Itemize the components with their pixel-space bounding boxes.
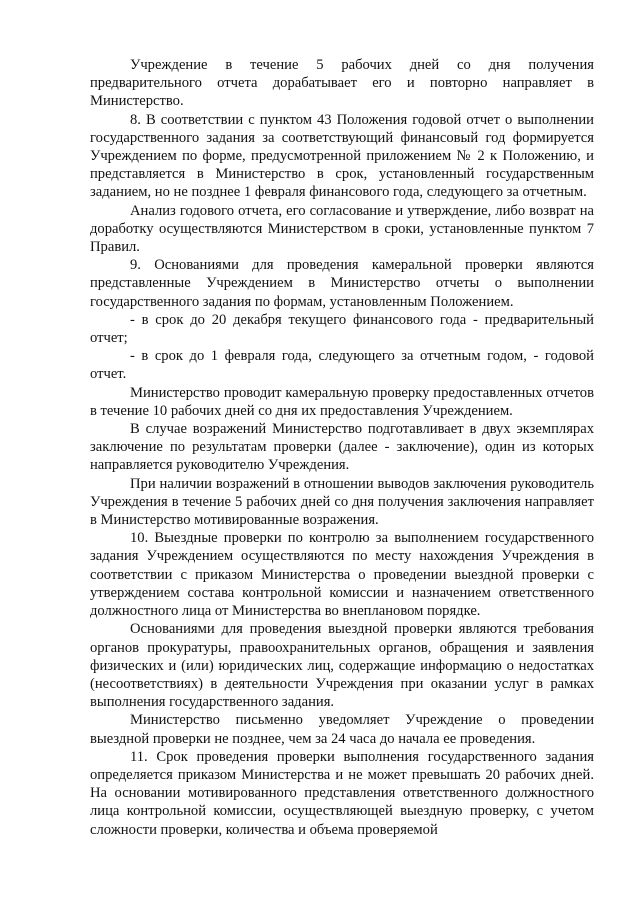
paragraph-preliminary-report-deadline: - в срок до 20 декабря текущего финансового года - предварительный отчет; <box>90 311 594 347</box>
paragraph-item-9-desk-audit-grounds: 9. Основаниями для проведения камеральной проверки являются представленные Учреждением в Министерство отчеты о выполнении государственного задания по формам, установленным Положением. <box>90 257 594 310</box>
paragraph-item-8-annual-report: 8. В соответствии с пунктом 43 Положения годовой отчет о выполнении государственного задания за соответствующий финансовый год формируется Учреждением по форме, предусмотренной приложением № 2 к Положению, и представляется в Министерство в срок, установленный государственным заданием, но не позднее 1 февраля финансового года, следующего за отчетным. <box>90 111 594 201</box>
paragraph-annual-report-analysis: Анализ годового отчета, его согласование и утверждение, либо возврат на доработку осуществляются Министерством в сроки, установленные пунктом 7 Правил. <box>90 202 594 256</box>
paragraph-desk-audit-period: Министерство проводит камеральную проверку предоставленных отчетов в течение 10 рабочих дней со дня их предоставления Учреждением. <box>90 384 594 419</box>
paragraph-objections-response: При наличии возражений в отношении выводов заключения руководитель Учреждения в течение 5 рабочих дней со дня получения заключения направляет в Министерство мотивированные возражения. <box>90 475 594 529</box>
paragraph-field-audit-notice: Министерство письменно уведомляет Учреждение о проведении выездной проверки не позднее, чем за 24 часа до начала ее проведения. <box>90 712 594 747</box>
paragraph-revision-notice: Учреждение в течение 5 рабочих дней со дня получения предварительного отчета дорабатывает его и повторно направляет в Министерство. <box>90 57 594 110</box>
paragraph-item-10-field-audits: 10. Выездные проверки по контролю за выполнением государственного задания Учреждением осуществляются по месту нахождения Учреждения в соответствии с приказом Министерства о проведении выездной проверки с утверждением состава контрольной комиссии и назначением ответственного должностного лица от Министерства во внеплановом порядке. <box>90 530 594 620</box>
paragraph-field-audit-grounds: Основаниями для проведения выездной проверки являются требования органов прокуратуры, правоохранительных органов, обращения и заявления физических и (или) юридических лиц, содержащие информацию о недостатках (несоответствиях) в деятельности Учреждения при оказании услуг в рамках выполнения государственного задания. <box>90 621 594 711</box>
paragraph-item-11-audit-duration: 11. Срок проведения проверки выполнения государственного задания определяется приказом Министерства и не может превышать 20 рабочих дней. На основании мотивированного представления ответственного должностного лица контрольной комиссии, осуществляющей выездную проверку, с учетом сложности проверки, количества и объема проверяемой <box>90 748 594 838</box>
paragraph-annual-report-deadline: - в срок до 1 февраля года, следующего за отчетным годом, - годовой отчет. <box>90 348 594 383</box>
document-page <box>90 56 594 839</box>
paragraph-objections-conclusion: В случае возражений Министерство подготавливает в двух экземплярах заключение по результатам проверки (далее - заключение), один из которых направляется руководителю Учреждения. <box>90 421 594 474</box>
